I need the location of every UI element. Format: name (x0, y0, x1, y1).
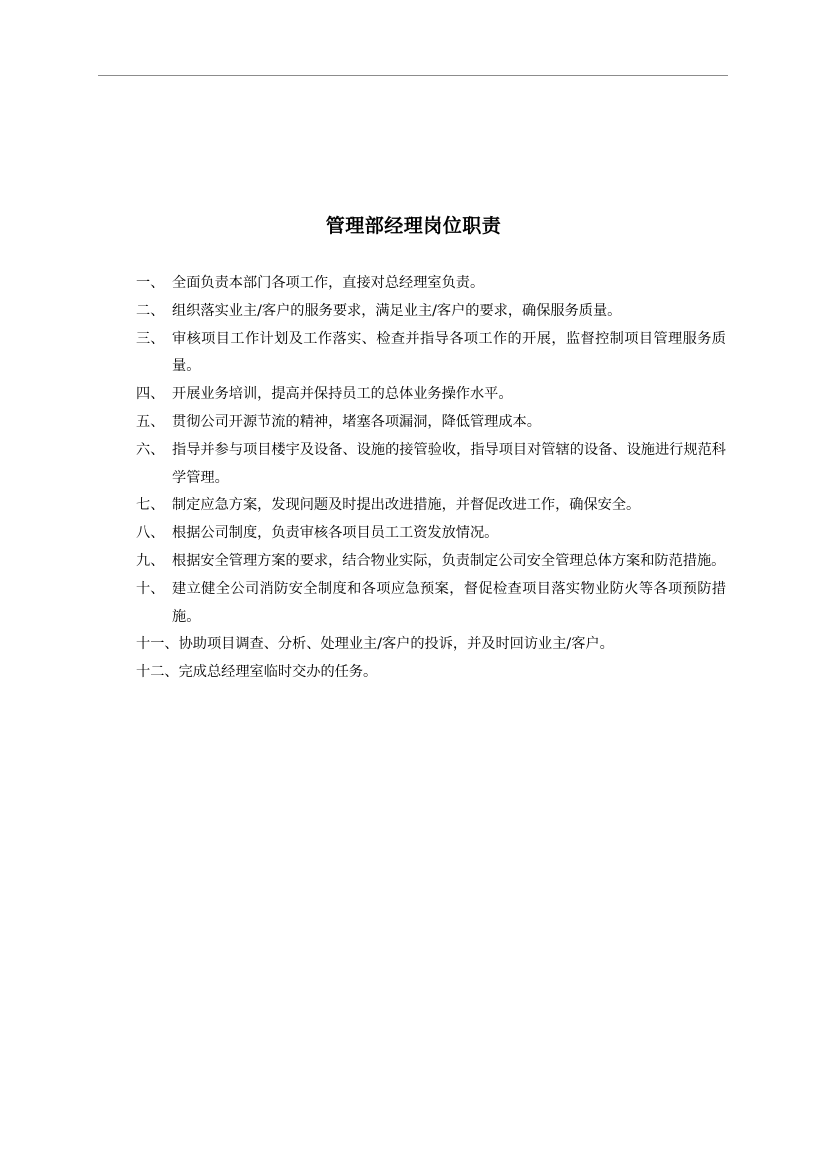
duty-text: 根据公司制度，负责审核各项目员工工资发放情况。 (172, 525, 499, 542)
duty-item (136, 659, 726, 687)
duty-number: 六、 (136, 441, 165, 458)
duty-number: 五、 (136, 413, 165, 430)
duty-item (136, 437, 726, 493)
duty-item (136, 298, 726, 326)
duty-text: 全面负责本部门各项工作，直接对总经理室负责。 (172, 275, 485, 291)
duty-item (136, 548, 726, 576)
duty-number: 四、 (136, 386, 165, 403)
duty-text: 贯彻公司开源节流的精神，堵塞各项漏洞，降低管理成本。 (172, 413, 541, 430)
header-rule (98, 75, 728, 76)
duty-number: 二、 (136, 302, 165, 319)
duty-text: 根据安全管理方案的要求，结合物业实际，负责制定公司安全管理总体方案和防范措施。 (172, 552, 726, 569)
document-title: 管理部经理岗位职责 (325, 215, 502, 237)
duty-text: 协助项目调查、分析、处理业主/客户的投诉，并及时回访业主/客户。 (178, 636, 614, 653)
duty-number: 三、 (136, 330, 165, 347)
duty-item (136, 409, 726, 437)
duty-number: 一、 (136, 275, 165, 291)
duty-number: 十一、 (136, 636, 179, 653)
duty-text: 指导并参与项目楼宇及设备、设施的接管验收，指导项目对管辖的设备、设施进行规范科学管理。 (172, 441, 726, 486)
duty-text: 完成总经理室临时交办的任务。 (178, 664, 378, 681)
duty-item (136, 576, 726, 632)
duty-text: 制定应急方案，发现问题及时提出改进措施，并督促改进工作，确保安全。 (172, 497, 641, 514)
duty-item (136, 492, 726, 520)
duty-item (136, 520, 726, 548)
duty-list (136, 270, 726, 687)
duty-item (136, 381, 726, 409)
duty-number: 七、 (136, 497, 165, 514)
duty-text: 审核项目工作计划及工作落实、检查并指导各项工作的开展，监督控制项目管理服务质量。 (172, 330, 726, 375)
duty-item (136, 326, 726, 382)
duty-item (136, 270, 726, 298)
duty-text: 建立健全公司消防安全制度和各项应急预案，督促检查项目落实物业防火等各项预防措施。 (172, 580, 726, 625)
duty-item (136, 631, 726, 659)
duty-number: 九、 (136, 552, 165, 569)
duty-text: 组织落实业主/客户的服务要求，满足业主/客户的要求，确保服务质量。 (172, 302, 622, 319)
duty-text: 开展业务培训，提高并保持员工的总体业务操作水平。 (172, 386, 513, 403)
duty-number: 八、 (136, 525, 165, 542)
duty-number: 十二、 (136, 664, 179, 681)
duty-number: 十、 (136, 580, 165, 597)
